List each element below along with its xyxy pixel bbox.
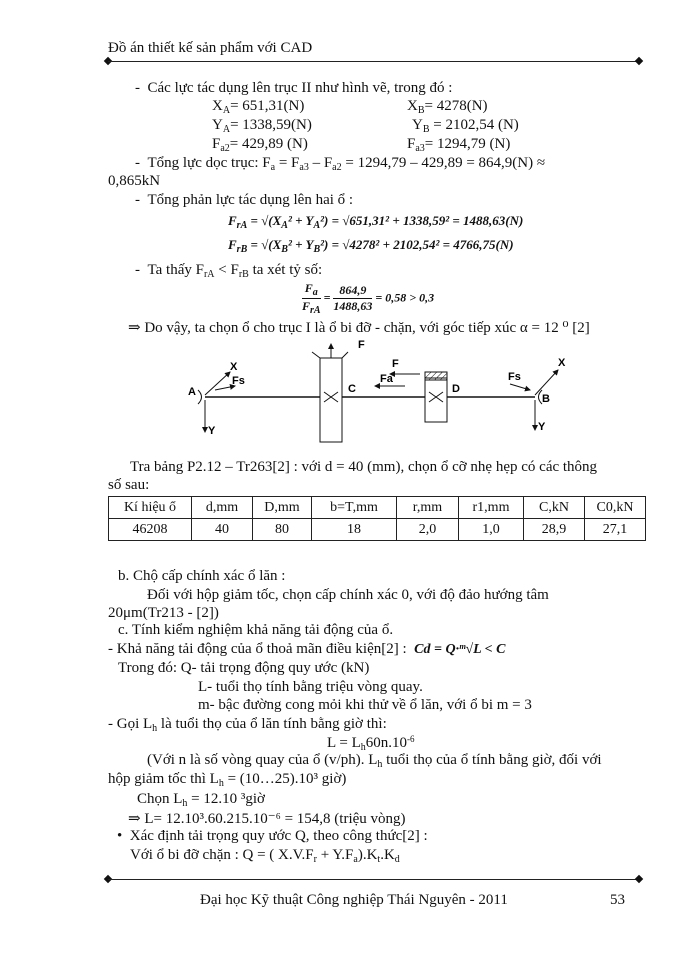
label-a: A bbox=[188, 386, 196, 398]
label-ya: Y bbox=[208, 425, 216, 437]
label-xa: X bbox=[230, 361, 238, 373]
load-title: • Xác định tải trọng quy ước Q, theo công thức[2] : bbox=[117, 828, 428, 844]
label-fa3: F bbox=[392, 358, 399, 370]
force-xa: $X_A= 651,31(N)$ bbox=[212, 98, 305, 116]
table-header: r,mm bbox=[397, 497, 459, 519]
table-header: r1,mm bbox=[459, 497, 524, 519]
where-m: m- bậc đường cong mỏi khi thử về ổ lăn, với ổ bi m = 3 bbox=[198, 697, 532, 713]
check-title: c. Tính kiểm nghiệm khả năng tải động của ổ. bbox=[118, 622, 394, 638]
ratio-intro: - Ta thấy $F_{rA} < F_{rB}$ ta xét tỷ số: bbox=[135, 262, 323, 280]
force-yb: $Y_B = 2102,54$ (N) bbox=[412, 117, 519, 135]
table-cell: 46208 bbox=[109, 519, 192, 541]
table-cell: 2,0 bbox=[397, 519, 459, 541]
xb-arrow bbox=[535, 370, 558, 395]
force-ya: $Y_A= 1338,59(N)$ bbox=[212, 117, 312, 135]
life-choose: Chọn $L_h = 12.10$ ³giờ bbox=[137, 791, 265, 809]
lookup-line2: số sau: bbox=[108, 477, 150, 493]
table-cell: 80 bbox=[253, 519, 312, 541]
frb-formula: $F_{rB} = √(X_B^2 + Y_B^2) = √4278^2 + 2102,54^2 = 4766,75(N)$ bbox=[228, 237, 514, 255]
fra-formula: $F_{rA} = √(X_A^2 + Y_A^2) = √651,31^2 + 1338,59^2 = 1488,63(N)$ bbox=[228, 213, 524, 231]
label-c: C bbox=[348, 383, 356, 395]
header-title: Đồ án thiết kế sản phẩm với CAD bbox=[108, 40, 313, 56]
label-fsa: Fs bbox=[232, 375, 245, 387]
life-formula: $L = L_h60n.10^{-6}$ bbox=[327, 734, 415, 753]
load-formula: Với ổ bi đỡ chặn : Q = ( $X.V.F_r + Y.F_a).K_t.K_d$ bbox=[130, 847, 400, 865]
table-header: C,kN bbox=[524, 497, 585, 519]
bearing-a-symbol bbox=[198, 390, 202, 404]
label-yb: Y bbox=[538, 421, 546, 433]
life-result: ⇒ L= 12.10³.60.215.10⁻⁶ = 154,8 (triệu vòng) bbox=[128, 811, 406, 827]
bearing-spec-table bbox=[108, 496, 646, 541]
life-note2: hộp giảm tốc thì $L_h$ = (10…25).10³ giờ) bbox=[108, 771, 347, 789]
table-cell: 40 bbox=[192, 519, 253, 541]
table-row bbox=[109, 519, 646, 541]
footer-rule bbox=[108, 879, 640, 880]
label-d: D bbox=[452, 383, 460, 395]
footer-right-dot bbox=[635, 875, 643, 883]
force-fa2: $F_{a2}= 429,89$ (N) bbox=[212, 136, 308, 154]
reaction-intro: - Tổng phản lực tác dụng lên hai ổ : bbox=[135, 192, 354, 208]
table-cell: 28,9 bbox=[524, 519, 585, 541]
table-header: Kí hiệu ổ bbox=[109, 497, 192, 519]
life-note1: (Với n là số vòng quay của ổ (v/ph). $L_h$ tuổi thọ của ổ tính bằng giờ, đối với bbox=[147, 752, 602, 770]
footer-school: Đại học Kỹ thuật Công nghiệp Thái Nguyên - 2011 bbox=[200, 892, 508, 908]
axial-force-line: - Tổng lực dọc trục: $F_a = F_{a3} - F_{a2} = 1294,79 - 429,89 = 864,9(N)$ ≈ bbox=[135, 155, 546, 173]
page-number: 53 bbox=[610, 892, 625, 908]
fsb-arrow bbox=[510, 384, 530, 390]
where-l: L- tuổi thọ tính bằng triệu vòng quay. bbox=[198, 679, 423, 695]
table-header: D,mm bbox=[253, 497, 312, 519]
lookup-line1: Tra bảng P2.12 – Tr263[2] : với d = 40 (mm), chọn ổ cỡ nhẹ hẹp có các thông bbox=[130, 459, 598, 475]
table-cell: 27,1 bbox=[585, 519, 646, 541]
table-header: C0,kN bbox=[585, 497, 646, 519]
gear-d bbox=[425, 378, 447, 422]
axial-force-kn: 0,865kN bbox=[108, 173, 161, 189]
label-b: B bbox=[542, 393, 550, 405]
label-xb: X bbox=[558, 357, 566, 369]
table-cell: 18 bbox=[312, 519, 397, 541]
life-intro: - Gọi $L_h$ là tuổi thọ của ổ lăn tính bằng giờ thì: bbox=[108, 716, 387, 734]
label-fsb: Fs bbox=[508, 371, 521, 383]
where-q: Trong đó: Q- tải trọng động quy ước (kN) bbox=[118, 660, 370, 676]
header-rule bbox=[108, 61, 640, 62]
precision-title: b. Chộ cấp chính xác ổ lăn : bbox=[118, 568, 286, 584]
ratio-fraction: $F_a$ $F_{rA}$ = $\frac{864,9}{1488,63}$ = 0,58 > 0,3 bbox=[302, 281, 435, 316]
precision-line2: 20μm(Tr213 - [2]) bbox=[108, 605, 219, 621]
bearing-choice: ⇒ Do vậy, ta chọn ổ cho trục I là ổ bi đỡ - chặn, với góc tiếp xúc α = 12 ⁰ [2] bbox=[128, 320, 590, 336]
xa-arrow bbox=[205, 372, 230, 395]
label-fa2: F bbox=[358, 340, 365, 351]
header-right-dot bbox=[635, 57, 643, 65]
check-condition: - Khả năng tải động của ổ thoả mãn điều kiện[2] : Cd = Q·ᵐ√L < C bbox=[108, 641, 506, 657]
table-header: d,mm bbox=[192, 497, 253, 519]
forces-intro: - Các lực tác dụng lên trục II như hình vẽ, trong đó : bbox=[135, 80, 453, 96]
force-fa3: $F_{a3}= 1294,79$ (N) bbox=[407, 136, 511, 154]
force-xb: $X_B= 4278(N)$ bbox=[407, 98, 488, 116]
precision-line1: Đối với hộp giảm tốc, chọn cấp chính xác 0, với độ đảo hướng tâm bbox=[147, 587, 549, 603]
table-header: b=T,mm bbox=[312, 497, 397, 519]
table-header-row bbox=[109, 497, 646, 519]
gear-c bbox=[320, 358, 342, 442]
label-fa: Fa bbox=[380, 373, 393, 385]
table-cell: 1,0 bbox=[459, 519, 524, 541]
shaft-diagram bbox=[180, 340, 580, 450]
